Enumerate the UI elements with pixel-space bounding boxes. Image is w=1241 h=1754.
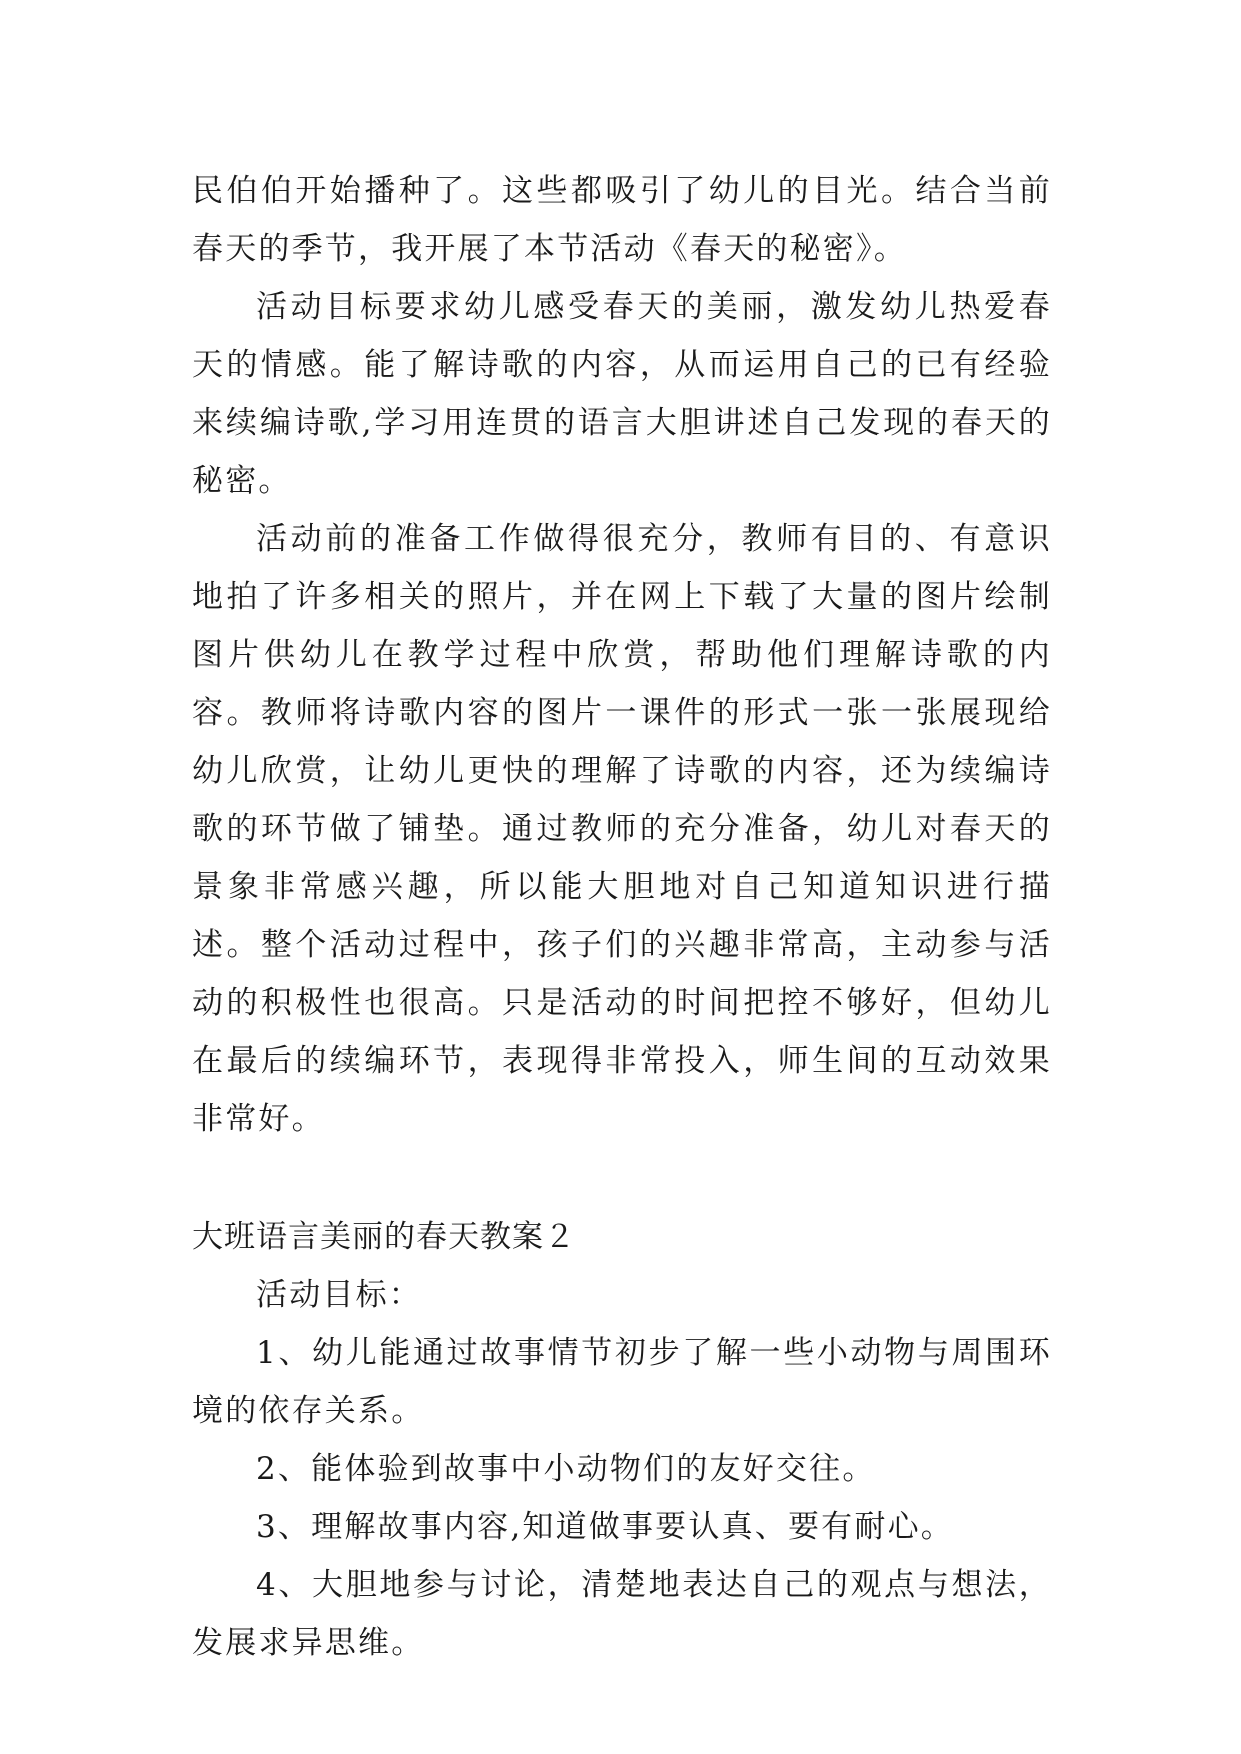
goal-item-2: 2、能体验到故事中小动物们的友好交往。 — [256, 1451, 876, 1487]
goal-item-3: 3、理解故事内容,知道做事要认真、要有耐心。 — [256, 1509, 954, 1545]
section-title: 大班语言美丽的春天教案２ — [192, 1219, 576, 1255]
paragraph-continuation: 民伯伯开始播种了。这些都吸引了幼儿的目光。结合当前春天的季节，我开展了本节活动《春天的秘密》。 — [192, 173, 1052, 267]
document-body — [192, 162, 1052, 1672]
paragraph-activity-goals: 活动目标要求幼儿感受春天的美丽，激发幼儿热爱春天的情感。能了解诗歌的内容，从而运用自己的已有经验来续编诗歌,学习用连贯的语言大胆讲述自己发现的春天的秘密。 — [192, 289, 1052, 499]
goals-label: 活动目标： — [256, 1277, 422, 1313]
goal-item-1: 1、幼儿能通过故事情节初步了解一些小动物与周围环境的依存关系。 — [192, 1335, 1052, 1429]
goal-item-4: 4、大胆地参与讨论，清楚地表达自己的观点与想法，发展求异思维。 — [192, 1567, 1052, 1661]
paragraph-preparation: 活动前的准备工作做得很充分，教师有目的、有意识地拍了许多相关的照片，并在网上下载了大量的图片绘制图片供幼儿在教学过程中欣赏，帮助他们理解诗歌的内容。教师将诗歌内容的图片一课件的形式一张一张展现给幼儿欣赏，让幼儿更快的理解了诗歌的内容，还为续编诗歌的环节做了铺垫。通过教师的充分准备，幼儿对春天的景象非常感兴趣，所以能大胆地对自己知道知识进行描述。整个活动过程中，孩子们的兴趣非常高，主动参与活动的积极性也很高。只是活动的时间把控不够好，但幼儿在最后的续编环节，表现得非常投入，师生间的互动效果非常好。 — [192, 521, 1052, 1137]
